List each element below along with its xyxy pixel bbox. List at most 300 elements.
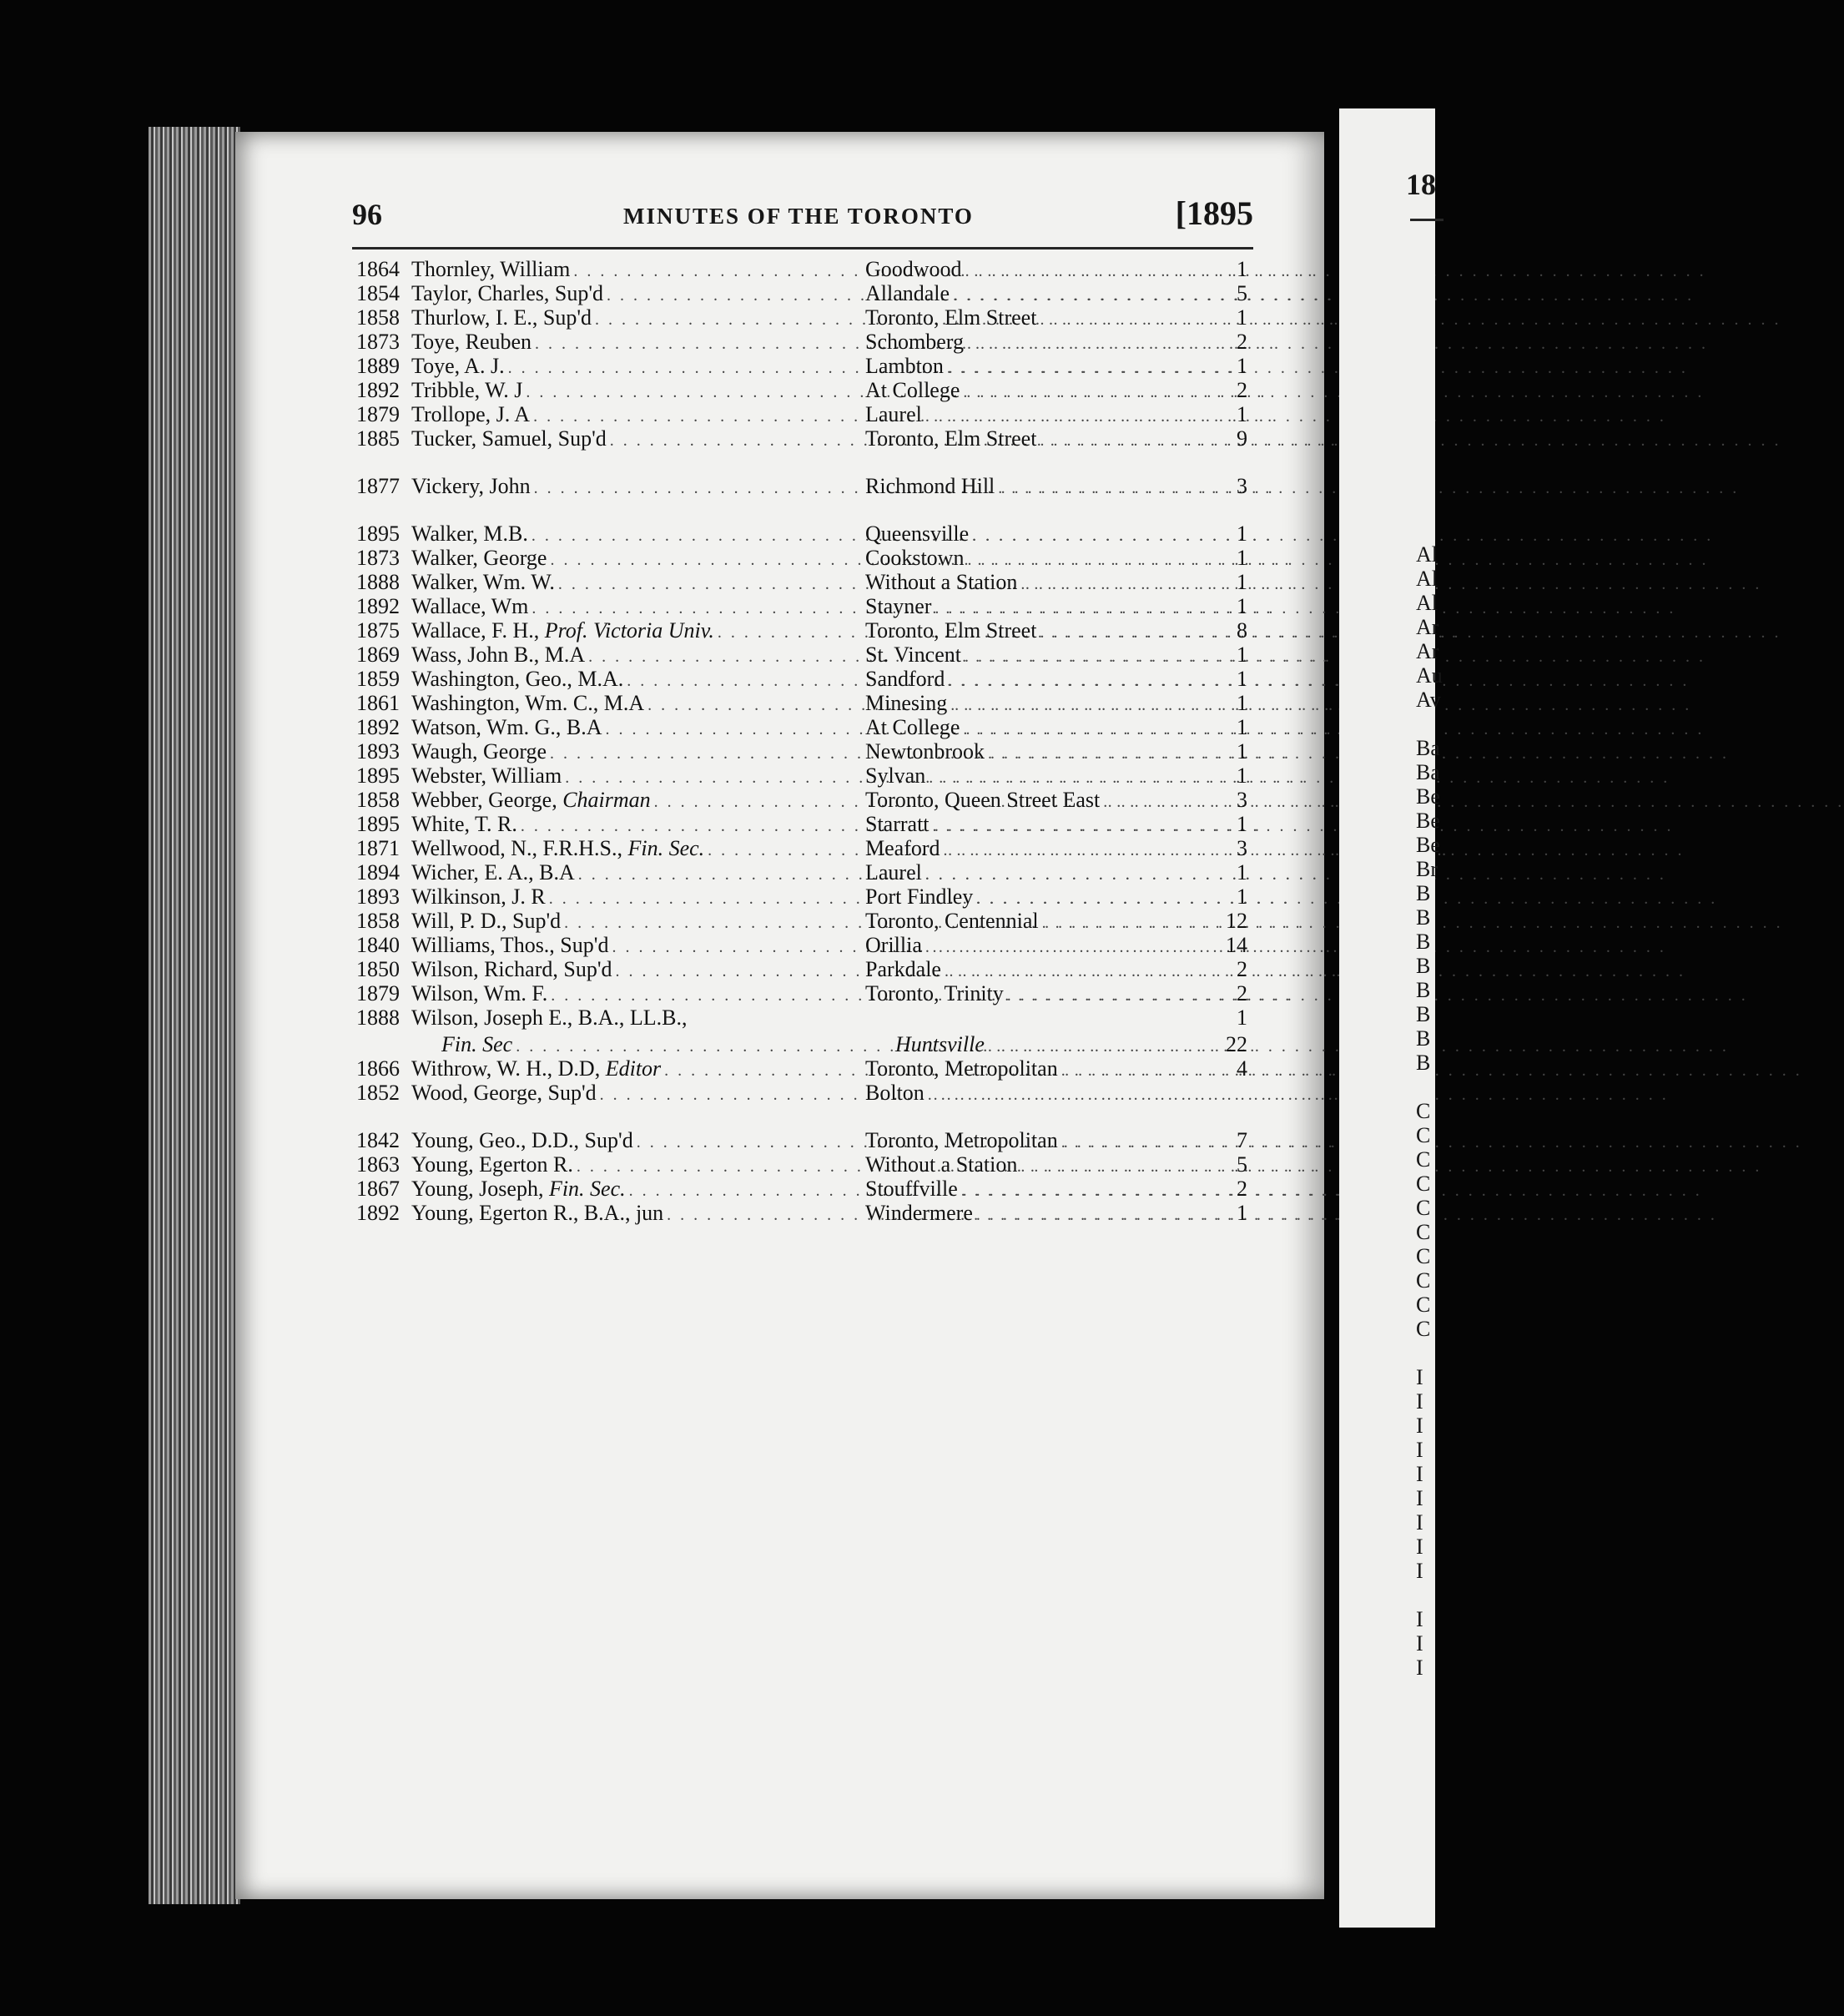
dot-leader	[944, 841, 1685, 860]
entry-name	[411, 1032, 862, 1057]
entry-name-plain: Will, P. D., Sup'd	[411, 909, 562, 933]
entry-year: 1889	[356, 354, 400, 378]
entry-station	[865, 1177, 1232, 1202]
page-header	[352, 190, 1253, 240]
facing-page-letter: B	[1416, 978, 1431, 1002]
list-item	[356, 1177, 1247, 1201]
entry-name-text	[411, 691, 647, 716]
entry-name	[411, 378, 862, 403]
facing-page-letter	[1416, 1341, 1443, 1365]
entry-name-plain: Tucker, Samuel, Sup'd	[411, 426, 607, 451]
entry-years-count: 1	[1237, 885, 1247, 909]
list-item	[356, 1005, 1247, 1032]
entry-station	[865, 618, 1232, 643]
entry-name-plain: Toye, Reuben	[411, 330, 532, 354]
entry-station-text: Parkdale	[865, 957, 941, 981]
entry-station-text: Sandford	[865, 667, 945, 691]
entry-station-text: Without a Station	[865, 570, 1018, 594]
entry-station-text: Cookstown	[865, 546, 965, 570]
entry-years-count: 8	[1237, 618, 1247, 643]
list-item	[356, 1056, 1247, 1081]
entry-station	[865, 305, 1232, 330]
entry-years-count: 1	[1237, 402, 1247, 426]
entry-year: 1895	[356, 812, 400, 836]
entry-years-count: 1	[1237, 691, 1247, 715]
facing-page-letter: C	[1416, 1268, 1431, 1293]
entry-years-count: 1	[1237, 1201, 1247, 1225]
facing-page-letter: Au	[1416, 663, 1443, 688]
list-item	[356, 257, 1247, 281]
entry-station-text: St. Vincent	[865, 643, 961, 667]
entry-name-plain: Washington, Wm. C., M.A	[411, 691, 645, 715]
entry-name-text	[411, 354, 508, 379]
entry-station-text: Meaford	[865, 836, 940, 860]
facing-page-letter: B	[1416, 881, 1431, 905]
entry-name	[411, 1128, 862, 1153]
entry-station	[865, 594, 1232, 619]
entry-year: 1885	[356, 426, 400, 451]
entry-name	[411, 788, 862, 813]
entry-name-text	[411, 909, 564, 934]
entry-name	[411, 1005, 862, 1031]
entry-name-text	[411, 1032, 516, 1057]
entry-name-text	[411, 618, 718, 643]
entry-name-text	[411, 715, 606, 740]
list-item	[356, 764, 1247, 788]
facing-page-letter: C	[1416, 1196, 1431, 1220]
facing-page-letter: C	[1416, 1220, 1431, 1244]
entry-name	[411, 957, 862, 982]
dot-leader	[950, 696, 1691, 715]
entry-station	[865, 1032, 1232, 1057]
entry-name-text	[411, 667, 627, 692]
left-page	[235, 132, 1324, 1899]
entry-name	[411, 257, 862, 282]
list-item	[356, 667, 1247, 691]
list-item	[356, 594, 1247, 618]
entry-years-count: 1	[1237, 354, 1247, 378]
entry-station-text: Toronto, Elm Street	[865, 305, 1037, 330]
entry-year: 1895	[356, 764, 400, 788]
entry-years-count: 2	[1237, 981, 1247, 1005]
entry-years-count: 2	[1237, 330, 1247, 354]
book-page-edges	[149, 127, 240, 1904]
entry-year: 1840	[356, 933, 400, 957]
entry-name-text	[411, 1128, 637, 1153]
facing-page-letter: C	[1416, 1099, 1431, 1123]
entry-year: 1893	[356, 739, 400, 764]
entry-name-text	[411, 257, 573, 282]
facing-page-letter: Al	[1416, 591, 1438, 615]
list-item	[356, 909, 1247, 933]
dot-leader	[963, 383, 1704, 402]
entry-station-text: Toronto, Elm Street	[865, 426, 1037, 451]
entry-name-text	[411, 1152, 577, 1177]
entry-station	[865, 836, 1232, 861]
list-item	[356, 281, 1247, 305]
entry-year: 1854	[356, 281, 400, 305]
entry-year: 1875	[356, 618, 400, 643]
entry-name-text	[411, 643, 588, 668]
entry-name	[411, 1081, 862, 1106]
facing-page-letter: I	[1416, 1365, 1423, 1389]
facing-page-letter: C	[1416, 1123, 1431, 1147]
entry-years-count: 1	[1237, 812, 1247, 836]
facing-page-letter: B	[1416, 1051, 1431, 1075]
facing-page-letter: Al	[1416, 567, 1438, 591]
entry-name-plain: Wass, John B., M.A	[411, 643, 586, 667]
entry-year: 1858	[356, 788, 400, 812]
entry-year: 1859	[356, 667, 400, 691]
entry-station-text: Newtonbrook	[865, 739, 985, 764]
entry-name	[411, 667, 862, 692]
entry-name-plain: Young, Egerton R.	[411, 1152, 573, 1177]
entry-name	[411, 1177, 862, 1202]
entry-station	[865, 715, 1232, 740]
list-item	[356, 788, 1247, 812]
header-year: [1895	[1175, 194, 1253, 232]
entry-name-text	[411, 1177, 629, 1202]
facing-page-letter: Ba	[1416, 736, 1440, 760]
list-item	[356, 860, 1247, 885]
list-item	[356, 378, 1247, 402]
entry-name	[411, 860, 862, 885]
dot-leader	[961, 1182, 1702, 1201]
entry-station-text: At College	[865, 378, 960, 402]
facing-page-letter: I	[1416, 1462, 1423, 1486]
entry-years-count: 2	[1237, 957, 1247, 981]
list-item	[356, 1128, 1247, 1152]
entry-name-plain: Withrow, W. H., D.D,	[411, 1056, 606, 1081]
facing-page-letter: Be	[1416, 784, 1440, 809]
list-item	[356, 474, 1247, 498]
entry-name-title: Editor	[605, 1056, 662, 1081]
list-item	[356, 957, 1247, 981]
entry-years-count: 22	[1226, 1032, 1247, 1056]
facing-page-letter: Br	[1416, 857, 1438, 881]
dot-leader	[928, 1086, 1669, 1105]
entry-years-count: 14	[1226, 933, 1247, 957]
entry-years-count: 1	[1237, 594, 1247, 618]
entry-name	[411, 305, 862, 330]
entry-year: 1866	[356, 1056, 400, 1081]
entry-years-count: 1	[1237, 764, 1247, 788]
entry-name-text	[411, 1081, 600, 1106]
entry-year: 1842	[356, 1128, 400, 1152]
facing-page-letter: I	[1416, 1607, 1423, 1631]
entry-name-text	[411, 981, 551, 1006]
entry-station	[865, 474, 1232, 499]
dot-leader	[953, 286, 1694, 305]
entry-name	[411, 402, 862, 427]
entry-station-text: Orillia	[865, 933, 922, 957]
entry-name	[411, 691, 862, 716]
entry-station	[865, 522, 1232, 547]
entry-station	[865, 691, 1232, 716]
entry-name-plain: Thornley, William	[411, 257, 571, 281]
list-item	[356, 933, 1247, 957]
dot-leader	[965, 648, 1705, 667]
entry-name-text	[411, 330, 535, 355]
entry-name	[411, 764, 862, 789]
entry-year: 1852	[356, 1081, 400, 1105]
dot-leader	[925, 407, 1666, 426]
entry-years-count: 1	[1237, 546, 1247, 570]
list-item	[356, 522, 1247, 546]
entry-name	[411, 474, 862, 499]
entry-name-title: Chairman	[562, 788, 651, 812]
dot-leader	[967, 335, 1708, 354]
entry-station-text: Laurel	[865, 860, 922, 885]
entry-name-plain: Waugh, George	[411, 739, 547, 764]
list-item	[356, 691, 1247, 715]
entry-name-plain: Webber, George,	[411, 788, 563, 812]
list-item	[356, 426, 1247, 451]
list-item	[356, 546, 1247, 570]
facing-page-letter	[1416, 712, 1443, 736]
list-item	[356, 570, 1247, 594]
dot-leader	[925, 865, 1666, 885]
facing-page-letter: I	[1416, 1389, 1423, 1414]
entry-years-count: 1	[1237, 522, 1247, 546]
entry-station-text: Allandale	[865, 281, 950, 305]
list-item	[356, 812, 1247, 836]
dot-leader	[945, 962, 1685, 981]
facing-page-letter: C	[1416, 1244, 1431, 1268]
entry-name	[411, 330, 862, 355]
entry-years-count: 1	[1237, 643, 1247, 667]
facing-page-letter: Be	[1416, 833, 1440, 857]
entry-years-count: 3	[1237, 474, 1247, 498]
facing-page-letter	[1416, 1583, 1443, 1607]
list-item	[356, 1152, 1247, 1177]
entry-name-plain: Wilson, Joseph E., B.A., LL.B.,	[411, 1005, 688, 1030]
entry-station	[865, 957, 1232, 982]
entry-station	[865, 426, 1232, 451]
entry-name-plain: Walker, Wm. W.	[411, 570, 555, 594]
entry-year: 1864	[356, 257, 400, 281]
entry-station-text: Huntsville	[895, 1032, 985, 1056]
facing-page-rule	[1410, 219, 1443, 221]
facing-page-letter: B	[1416, 1002, 1431, 1026]
facing-page-letter: Be	[1416, 809, 1440, 833]
entry-name-plain: Watson, Wm. G., B.A	[411, 715, 602, 739]
entry-station-text: Minesing	[865, 691, 948, 715]
entry-years-count: 12	[1226, 909, 1247, 933]
entry-station	[865, 739, 1232, 764]
entry-station-text: At College	[865, 715, 960, 739]
entry-year: 1892	[356, 594, 400, 618]
entry-name-plain: Wood, George, Sup'd	[411, 1081, 597, 1105]
dot-leader	[925, 938, 1666, 957]
entry-year: 1877	[356, 474, 400, 498]
entry-name-plain: Wilson, Richard, Sup'd	[411, 957, 612, 981]
entry-station-text: Starratt	[865, 812, 930, 836]
facing-page-letter: Ar	[1416, 639, 1439, 663]
entry-name-title: Fin. Sec.	[627, 836, 705, 860]
entry-name	[411, 426, 862, 451]
entry-name-plain: White, T. R.	[411, 812, 517, 836]
dot-leader	[947, 359, 1688, 378]
entry-name-text	[411, 812, 521, 837]
dot-leader	[935, 599, 1675, 618]
entry-station-text: Toronto, Centennial	[865, 909, 1039, 933]
page-number: 96	[352, 198, 382, 231]
entry-name	[411, 643, 862, 668]
entry-station	[865, 667, 1232, 692]
entry-station	[865, 1128, 1232, 1153]
entry-station	[865, 281, 1232, 306]
list-item	[356, 739, 1247, 764]
entry-name-plain: Tribble, W. J	[411, 378, 523, 402]
entry-name-text	[411, 378, 526, 403]
entry-year: 1894	[356, 860, 400, 885]
entry-name	[411, 522, 862, 547]
facing-page-letter-column	[1416, 542, 1443, 1680]
dot-leader	[929, 769, 1670, 788]
entry-year: 1863	[356, 1152, 400, 1177]
entry-name-plain: Young, Geo., D.D., Sup'd	[411, 1128, 633, 1152]
entry-station	[865, 812, 1232, 837]
facing-page-letter: B	[1416, 1026, 1431, 1051]
entry-station-text: Lambton	[865, 354, 944, 378]
facing-page-letter: I	[1416, 1559, 1423, 1583]
facing-page-letter: I	[1416, 1438, 1423, 1462]
facing-page-letter: Av	[1416, 688, 1441, 712]
entry-name-plain: Young, Joseph,	[411, 1177, 549, 1201]
entry-name	[411, 1152, 862, 1177]
entry-name-plain: Thurlow, I. E., Sup'd	[411, 305, 592, 330]
entry-station-text: Toronto, Metropolitan	[865, 1056, 1058, 1081]
entry-station-text: Stouffville	[865, 1177, 958, 1201]
entry-station	[865, 1056, 1232, 1081]
facing-page-letter: I	[1416, 1656, 1423, 1680]
entry-year: 1850	[356, 957, 400, 981]
entry-name-plain: Williams, Thos., Sup'd	[411, 933, 609, 957]
entry-station-text: Windermere	[865, 1201, 973, 1225]
entry-name-plain: Washington, Geo., M.A.	[411, 667, 624, 691]
header-rule	[352, 247, 1253, 249]
entry-name-plain: Taylor, Charles, Sup'd	[411, 281, 604, 305]
entry-station-text: Port Findley	[865, 885, 974, 909]
entry-name-plain: Young, Egerton R., B.A., jun	[411, 1201, 664, 1225]
entry-year: 1892	[356, 378, 400, 402]
entry-station	[865, 378, 1232, 403]
entry-station-text: Toronto, Queen Street East	[865, 788, 1101, 812]
entry-station	[865, 402, 1232, 427]
entry-name-text	[411, 281, 607, 306]
entry-years-count: 1	[1237, 1005, 1247, 1030]
entry-year: 1888	[356, 570, 400, 594]
entry-name-text	[411, 305, 595, 330]
list-item	[356, 643, 1247, 667]
entry-years-count: 1	[1237, 305, 1247, 330]
list-item	[356, 1201, 1247, 1225]
entry-name	[411, 546, 862, 571]
entry-name-plain: Wicher, E. A., B.A	[411, 860, 575, 885]
entry-name	[411, 594, 862, 619]
entry-name-text	[411, 546, 550, 571]
entry-name-text	[411, 594, 532, 619]
list-item	[356, 1032, 1247, 1056]
entry-station	[865, 546, 1232, 571]
entry-name	[411, 715, 862, 740]
entry-year: 1895	[356, 522, 400, 546]
entry-name-plain: Wellwood, N., F.R.H.S.,	[411, 836, 628, 860]
entry-name-plain: Wallace, Wm	[411, 594, 529, 618]
entry-years-count: 1	[1237, 257, 1247, 281]
entry-year: 1892	[356, 715, 400, 739]
entry-station	[865, 909, 1232, 934]
entry-station	[865, 1152, 1232, 1177]
facing-page-letter: B	[1416, 905, 1431, 930]
entry-station	[865, 764, 1232, 789]
entry-station	[865, 330, 1232, 355]
dot-leader	[965, 262, 1706, 281]
entry-years-count: 7	[1237, 1128, 1247, 1152]
entry-name	[411, 836, 862, 861]
entry-station	[865, 570, 1232, 595]
dot-leader	[933, 817, 1674, 836]
entry-station-text: Queensville	[865, 522, 970, 546]
entry-name-text	[411, 836, 708, 861]
entry-name-text	[411, 402, 533, 427]
entry-name	[411, 570, 862, 595]
entry-years-count: 1	[1237, 715, 1247, 739]
list-item	[356, 836, 1247, 860]
entry-name-text	[411, 522, 532, 547]
entry-name	[411, 909, 862, 934]
entry-station-text: Bolton	[865, 1081, 925, 1105]
entry-name-text	[411, 860, 578, 885]
entry-year: 1893	[356, 885, 400, 909]
entry-station	[865, 981, 1232, 1006]
entry-year: 1873	[356, 546, 400, 570]
entry-station-text: Stayner	[865, 594, 932, 618]
list-item	[356, 981, 1247, 1005]
entry-years-count: 5	[1237, 1152, 1247, 1177]
entry-name-text	[411, 474, 534, 499]
entry-years-count: 3	[1237, 788, 1247, 812]
entry-years-count: 5	[1237, 281, 1247, 305]
list-item	[356, 1081, 1241, 1105]
facing-page-letter: I	[1416, 1510, 1423, 1535]
list-item	[356, 885, 1247, 909]
entry-name-text	[411, 426, 610, 451]
minister-list	[356, 257, 1247, 1225]
entry-name-text	[411, 1201, 667, 1226]
facing-page-letter: Al	[1416, 542, 1438, 567]
entry-years-count: 1	[1237, 739, 1247, 764]
entry-year: 1888	[356, 1005, 400, 1030]
facing-page-letter: C	[1416, 1147, 1431, 1172]
entry-year: 1871	[356, 836, 400, 860]
entry-station-text: Laurel	[865, 402, 922, 426]
entry-station-text: Without a Station	[865, 1152, 1018, 1177]
entry-name	[411, 1056, 862, 1081]
entry-name-plain: Trollope, J. A	[411, 402, 531, 426]
dot-leader	[1103, 793, 1844, 812]
entry-station	[865, 1201, 1232, 1226]
entry-name-text	[411, 788, 654, 813]
list-item	[356, 618, 1247, 643]
entry-years-count: 9	[1237, 426, 1247, 451]
list-item	[356, 354, 1247, 378]
entry-years-count: 1	[1237, 860, 1247, 885]
entry-name-title: Prof. Victoria Univ.	[544, 618, 714, 643]
entry-name-plain: Webster, William	[411, 764, 562, 788]
entry-year: 1873	[356, 330, 400, 354]
